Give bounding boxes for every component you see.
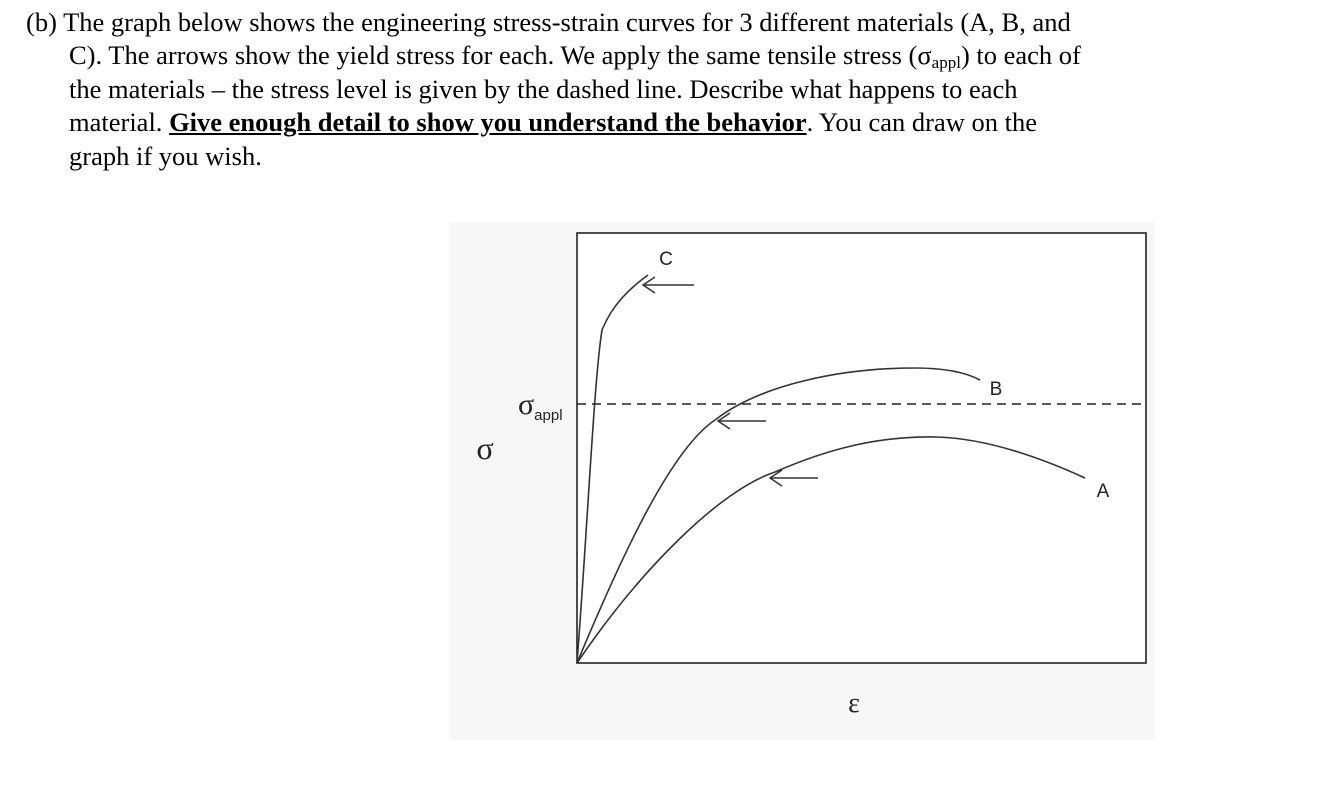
question-line-2: C). The arrows show the yield stress for each. We apply the same tensile stress $(\sigma_{appl})$ to each of <box>69 40 1081 73</box>
question-line-5: graph if you wish. <box>69 140 262 171</box>
y-axis-label: σ <box>476 430 494 466</box>
question-label: (b) <box>26 7 57 37</box>
x-axis-label: ε <box>848 688 860 719</box>
curve-label-c: C <box>659 249 673 270</box>
emphasis-instruction: Give enough detail to show you understand the behavior <box>169 107 807 138</box>
question-line-3: the materials – the stress level is given by the dashed line. Describe what happens to each <box>69 73 1018 104</box>
question-line-1: (b) The graph below shows the engineering stress-strain curves for 3 different materials (A, B, and <box>26 7 1071 37</box>
sigma-applied-inline: $\sigma_{appl}$ <box>917 40 961 73</box>
curve-label-b: B <box>989 379 1003 400</box>
question-line-4: material. Give enough detail to show you understand the behavior. You can draw on the <box>69 107 1037 138</box>
plot-frame <box>577 233 1146 663</box>
applied-stress-label: $\sigma_{appl}$ <box>518 388 563 424</box>
curve-label-a: A <box>1096 481 1110 502</box>
